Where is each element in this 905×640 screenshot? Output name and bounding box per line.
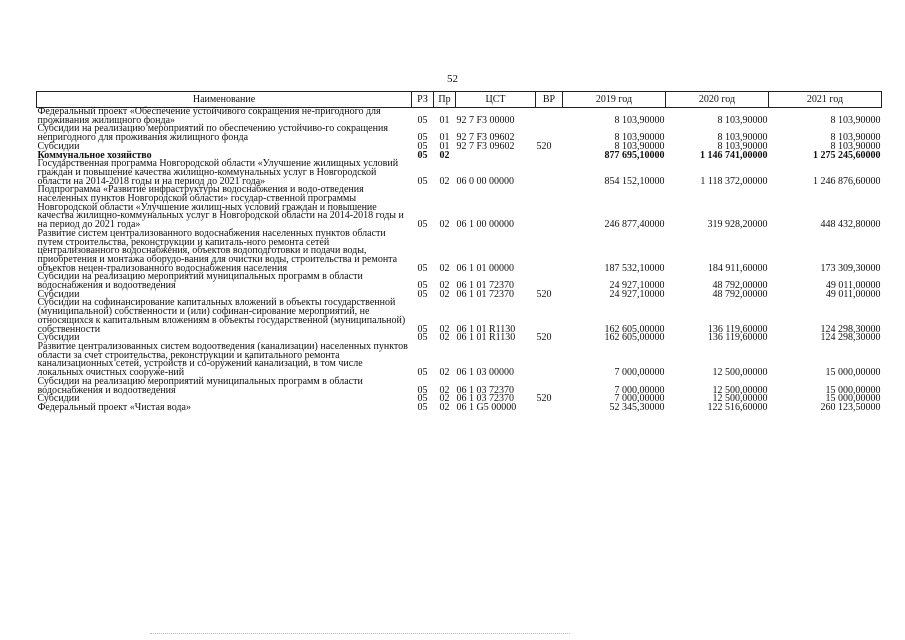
cell-2019: 8 103,90000 — [614, 132, 665, 144]
cell-2020: 12 500,00000 — [712, 367, 768, 379]
header-2019: 2019 год — [563, 92, 666, 108]
cell-pr: 02 — [439, 175, 450, 187]
cell-2019: 24 927,10000 — [609, 288, 665, 300]
cell-name: Субсидии на софинансирование капитальных вложений в объекты государственной (муниципальной) собственности и (или) софинан-сирование мероприятий, не относящихся к капитальным вложениям в объекты государственной (муниципальной) собственности — [37, 297, 406, 335]
cell-2020: 8 103,90000 — [717, 114, 768, 126]
cell-2019: 246 877,40000 — [604, 219, 665, 231]
cell-2021: 15 000,00000 — [825, 367, 881, 379]
header-2020: 2020 год — [666, 92, 769, 108]
cell-2020: 1 118 372,00000 — [700, 175, 768, 187]
cell-2020: 48 792,00000 — [712, 280, 768, 292]
cell-cst: 06 0 00 00000 — [456, 175, 514, 187]
cell-cst: 06 1 03 72370 — [456, 393, 514, 405]
cell-rz: 05 — [417, 288, 428, 300]
cell-2021: 260 123,50000 — [820, 401, 881, 413]
cell-vr: 520 — [536, 288, 552, 300]
cell-cst — [456, 152, 536, 161]
cell-cst: 06 1 01 00000 — [456, 262, 514, 274]
cell-cst: 92 7 F3 09602 — [456, 132, 515, 144]
cell-cst: 06 1 01 72370 — [456, 280, 514, 292]
cell-rz: 05 — [417, 140, 428, 152]
cell-2021: 15 000,00000 — [825, 393, 881, 405]
cell-2019: 24 927,10000 — [609, 280, 665, 292]
cell-2020: 8 103,90000 — [717, 132, 768, 144]
cell-vr — [536, 160, 563, 186]
cell-cst: 06 1 03 72370 — [456, 384, 514, 396]
cell-2021: 8 103,90000 — [830, 132, 881, 144]
cell-rz: 05 — [417, 175, 428, 187]
header-vr: ВР — [536, 92, 563, 108]
cell-name: Подпрограмма «Развитие инфраструктуры водоснабжения и водо-отведения населенных пунктов Новгородской области» государ-ственной программы Новгородской области «Улучшение жилищ-ных условий граждан и повышение качества жилищно-коммунальных услуг в Новгородской области на 2014-2018 годы и на период до 2021 года» — [37, 184, 404, 231]
cell-name: Субсидии — [37, 288, 80, 300]
header-name: Наименование — [37, 92, 412, 108]
cell-pr: 01 — [439, 114, 450, 126]
cell-pr: 02 — [439, 262, 450, 274]
cell-2020: 8 103,90000 — [717, 140, 768, 152]
cell-rz: 05 — [417, 384, 428, 396]
cell-cst: 06 1 03 00000 — [456, 367, 514, 379]
cell-rz: 05 — [417, 219, 428, 231]
cell-2019: 8 103,90000 — [614, 114, 665, 126]
header-rz: РЗ — [412, 92, 434, 108]
cell-2021: 124 298,30000 — [820, 332, 881, 344]
cell-name: Развитие централизованных систем водоотведения (канализации) населенных пунктов области за счет строительства, реконструкции и капитального ремонта канализационных сетей, устройств и со-оружений канализации, в том числе локальных очистных сооруже-ний — [37, 340, 408, 379]
cell-cst: 06 1 01 R1130 — [456, 332, 516, 344]
cell-2020: 48 792,00000 — [712, 288, 768, 300]
cell-2020: 12 500,00000 — [712, 384, 768, 396]
cell-name: Субсидии — [37, 332, 80, 344]
cell-vr — [536, 343, 563, 378]
cell-vr — [536, 404, 563, 413]
cell-pr: 02 — [439, 401, 450, 413]
cell-pr: 02 — [439, 280, 450, 292]
cell-name: Субсидии — [37, 393, 80, 405]
cell-vr — [536, 152, 563, 161]
cell-name: Федеральный проект «Чистая вода» — [37, 401, 191, 413]
cell-cst: 06 1 00 00000 — [456, 219, 514, 231]
cell-rz: 05 — [417, 393, 428, 405]
cell-2020: 12 500,00000 — [712, 393, 768, 405]
cell-2021: 8 103,90000 — [830, 114, 881, 126]
cell-2021: 1 275 245,60000 — [813, 149, 881, 161]
cell-name: Субсидии на реализацию мероприятий муниципальных программ в области водоснабжения и водоотведения — [37, 271, 363, 292]
cell-2021: 448 432,80000 — [820, 219, 881, 231]
cell-pr: 02 — [439, 384, 450, 396]
cell-2019: 52 345,30000 — [609, 401, 665, 413]
cell-pr: 02 — [439, 149, 450, 161]
table-row — [37, 343, 882, 378]
cell-2020: 136 119,60000 — [707, 323, 768, 335]
cell-2019: 7 000,00000 — [614, 384, 665, 396]
cell-2020: 136 119,60000 — [707, 332, 768, 344]
cell-2019: 7 000,00000 — [614, 367, 665, 379]
table-body — [37, 108, 882, 413]
cell-2020: 184 911,60000 — [707, 262, 768, 274]
cell-vr: 520 — [536, 140, 552, 152]
cell-vr — [536, 299, 563, 334]
cell-cst: 92 7 F3 00000 — [456, 114, 515, 126]
cell-2021: 49 011,00000 — [825, 288, 881, 300]
cell-pr: 02 — [439, 367, 450, 379]
cell-2019: 187 532,10000 — [604, 262, 665, 274]
cell-2021: 173 309,30000 — [820, 262, 881, 274]
header-2021: 2021 год — [769, 92, 882, 108]
cell-rz: 05 — [417, 132, 428, 144]
cell-pr: 02 — [439, 323, 450, 335]
cell-cst: 92 7 F3 09602 — [456, 140, 515, 152]
cell-pr: 01 — [439, 132, 450, 144]
footer-divider — [150, 632, 570, 634]
cell-name: Коммунальное хозяйство — [37, 149, 152, 161]
cell-2019: 8 103,90000 — [614, 140, 665, 152]
cell-name: Субсидии на реализацию мероприятий муниципальных программ в области водоснабжения и водоотведения — [37, 375, 363, 396]
header-cst: ЦСТ — [456, 92, 536, 108]
table-row — [37, 299, 882, 334]
cell-pr: 02 — [439, 219, 450, 231]
budget-table — [36, 91, 882, 413]
cell-rz: 05 — [417, 332, 428, 344]
cell-2021: 49 011,00000 — [825, 280, 881, 292]
cell-2020: 122 516,60000 — [707, 401, 768, 413]
cell-cst: 06 1 G5 00000 — [456, 401, 517, 413]
cell-2019: 854 152,10000 — [604, 175, 665, 187]
cell-name: Субсидии — [37, 140, 80, 152]
cell-pr: 02 — [439, 332, 450, 344]
cell-2021: 124 298,30000 — [820, 323, 881, 335]
cell-vr — [536, 108, 563, 126]
cell-2019: 877 695,10000 — [604, 149, 665, 161]
cell-2019: 7 000,00000 — [614, 393, 665, 405]
table-row — [37, 160, 882, 186]
cell-name: Государственная программа Новгородской области «Улучшение жилищных условий граждан и повышение качества жилищно-коммунальных услуг в Новгородской области на 2014-2018 годы и на период до 2021 года» — [37, 158, 399, 187]
cell-cst: 06 1 01 72370 — [456, 288, 514, 300]
cell-rz: 05 — [417, 367, 428, 379]
cell-2020: 319 928,20000 — [707, 219, 768, 231]
cell-name: Развитие систем централизованного водоснабжения населенных пунктов области путем строительства, реконструкции и капиталь-ного ремонта сетей централизованного водоснабжения, объектов водоподготовки и подачи воды, приобретения и монтажа оборудо-вания для очистки воды, строительства и ремонта объектов нецен-трализованного водоснабжения населения — [37, 227, 398, 274]
cell-pr: 02 — [439, 288, 450, 300]
cell-rz: 05 — [417, 280, 428, 292]
cell-2019: 162 605,00000 — [604, 323, 665, 335]
cell-rz: 05 — [417, 323, 428, 335]
cell-2021: 15 000,00000 — [825, 384, 881, 396]
cell-vr — [536, 186, 563, 230]
cell-2021: 8 103,90000 — [830, 140, 881, 152]
cell-pr: 01 — [439, 140, 450, 152]
cell-vr: 520 — [536, 393, 552, 405]
cell-rz: 05 — [417, 114, 428, 126]
cell-name: Федеральный проект «Обеспечение устойчивого сокращения не-пригодного для проживания жилищного фонда» — [37, 106, 381, 126]
cell-rz: 05 — [417, 401, 428, 413]
cell-vr: 520 — [536, 332, 552, 344]
cell-2021: 1 246 876,60000 — [813, 175, 881, 187]
cell-cst: 06 1 01 R1130 — [456, 323, 516, 335]
table-row — [37, 404, 882, 413]
cell-rz: 05 — [417, 149, 428, 161]
header-pr: Пр — [434, 92, 456, 108]
cell-2020: 1 146 741,00000 — [700, 149, 768, 161]
cell-rz: 05 — [417, 262, 428, 274]
cell-vr — [536, 230, 563, 274]
cell-2019: 162 605,00000 — [604, 332, 665, 344]
table-row — [37, 230, 882, 274]
table-row — [37, 186, 882, 230]
cell-pr: 02 — [439, 393, 450, 405]
cell-name: Субсидии на реализацию мероприятий по обеспечению устойчиво-го сокращения непригодного для проживания жилищного фонда — [37, 123, 388, 144]
page-number: 52 — [447, 73, 458, 85]
